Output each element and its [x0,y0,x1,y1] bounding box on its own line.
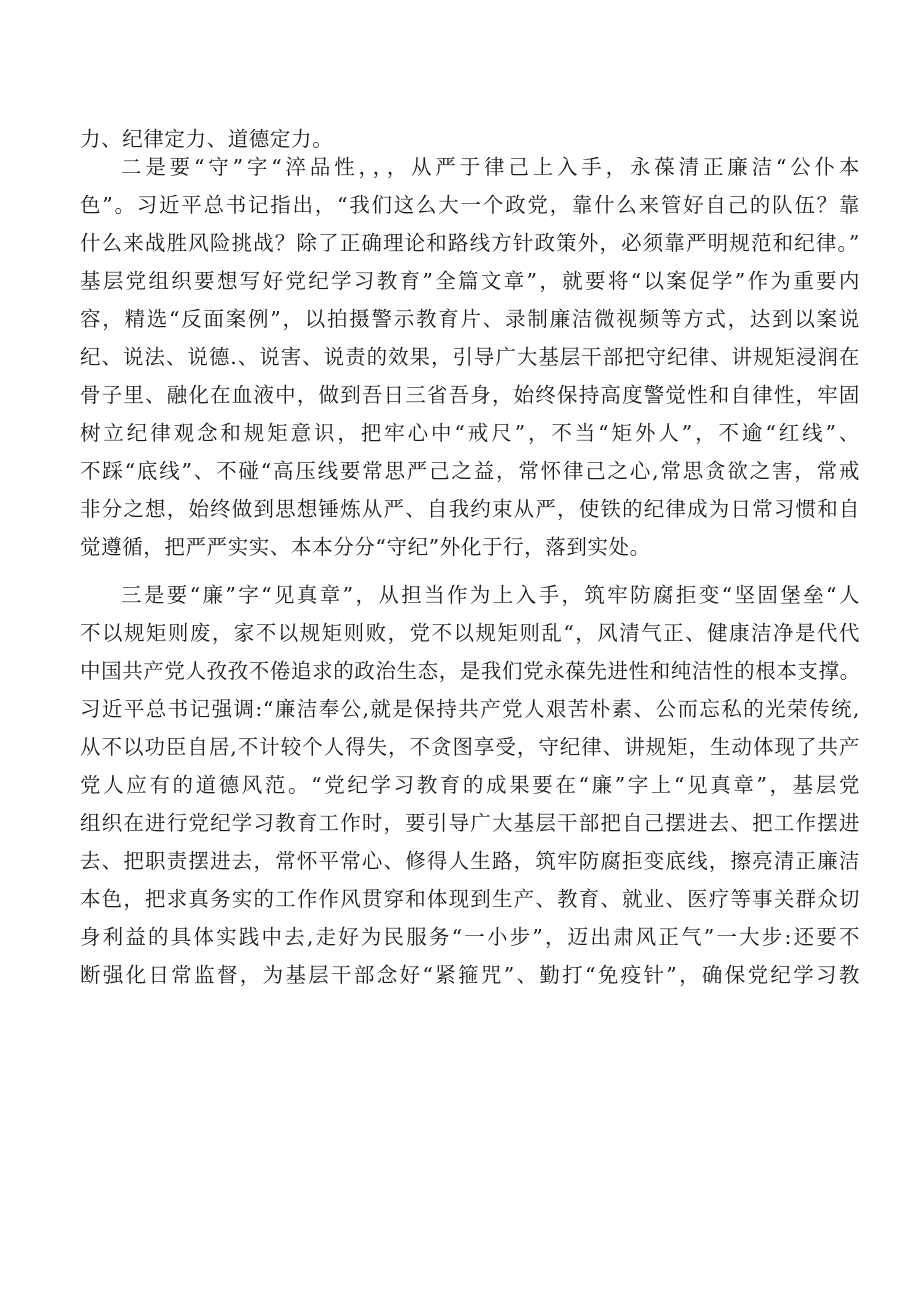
text-line: 断强化日常监督，为基层干部念好“紧箍咒”、勤打“免疫针”，确保党纪学习教 [80,963,860,987]
text-line: 不以规矩则废，家不以规矩则败，党不以规矩则乱“，风清气正、健康洁净是代代 [80,621,860,645]
text-line: 中国共产党人孜孜不倦追求的政治生态，是我们党永葆先进性和纯洁性的根本支撑。 [80,659,861,683]
text-line: 力、纪律定力、道德定力。 [80,127,334,151]
text-line: 不踩“底线”、不碰“高压线要常思严己之益，常怀律己之心,常思贪欲之害，常戒 [80,459,860,483]
text-line: 什么来战胜风险挑战？除了正确理论和路线方针政策外，必须靠严明规范和纪律。” [80,231,860,255]
text-line: 容，精选“反面案例”，以拍摄警示教育片、录制廉洁微视频等方式，达到以案说 [80,307,860,331]
text-line: 从不以功臣自居,不计较个人得失，不贪图享受，守纪律、讲规矩，生动体现了共产 [80,735,860,759]
text-line: 二是要“守”字“淬品性，，，从严于律己上入手，永葆清正廉洁“公仆本 [121,155,860,179]
text-line: 色”。习近平总书记指出，“我们这么大一个政党，靠什么来管好自己的队伍？靠 [80,193,860,217]
text-line: 基层党组织要想写好党纪学习教育”全篇文章”，就要将“以案促学”作为重要内 [80,269,860,293]
text-line: 觉遵循，把严严实实、本本分分“守纪”外化于行，落到实处。 [80,535,651,559]
text-line: 本色，把求真务实的工作作风贯穿和体现到生产、教育、就业、医疗等事关群众切 [80,887,860,911]
text-line: 身利益的具体实践中去,走好为民服务“一小步”，迈出肃风正气”一大步:还要不 [80,925,860,949]
text-line: 去、把职责摆进去，常怀平常心、修得人生路，筑牢防腐拒变底线，擦亮清正廉洁 [80,849,860,873]
text-line: 骨子里、融化在血液中，做到吾日三省吾身，始终保持高度警觉性和自律性，牢固 [80,383,860,407]
text-line: 树立纪律观念和规矩意识，把牢心中“戒尺”，不当“矩外人”，不逾“红线”、 [80,421,860,445]
text-line: 非分之想，始终做到思想锤炼从严、自我约束从严，使铁的纪律成为日常习惯和自 [80,497,860,521]
text-line: 组织在进行党纪学习教育工作时，要引导广大基层干部把自己摆进去、把工作摆进 [80,811,860,835]
text-line: 党人应有的道德风范。“党纪学习教育的成果要在“廉”字上“见真章”，基层党 [80,773,860,797]
text-line: 三是要“廉”字“见真章”，从担当作为上入手，筑牢防腐拒变“坚固堡垒“人 [121,583,860,607]
text-line: 纪、说法、说德.、说害、说责的效果，引导广大基层干部把守纪律、讲规矩浸润在 [80,345,860,369]
text-line: 习近平总书记强调:“廉洁奉公,就是保持共产党人艰苦朴素、公而忘私的光荣传统, [80,697,860,721]
